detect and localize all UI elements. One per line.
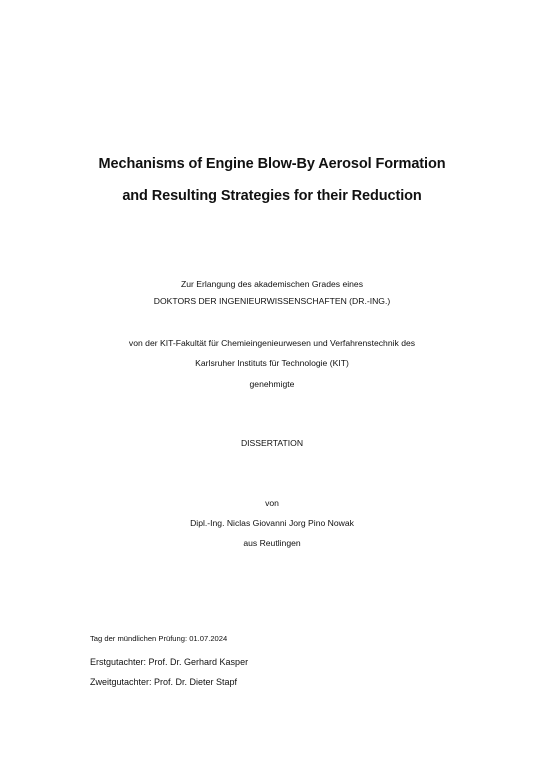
degree-line-1: Zur Erlangung des akademischen Grades eines	[180, 279, 363, 289]
approved-label: genehmigte	[249, 379, 295, 389]
exam-date: Tag der mündlichen Prüfung: 01.07.2024	[90, 634, 228, 643]
author-origin: aus Reutlingen	[243, 538, 301, 548]
second-reviewer: Zweitgutachter: Prof. Dr. Dieter Stapf	[90, 677, 238, 687]
document-type: DISSERTATION	[240, 438, 304, 448]
author-von: von	[265, 498, 279, 508]
author-name: Dipl.-Ing. Niclas Giovanni Jorg Pino Nowak	[190, 518, 354, 528]
faculty-line-1: von der KIT-Fakultät für Chemieingenieurwesen und Verfahrenstechnik des	[128, 338, 416, 348]
faculty-line-2: Karlsruher Instituts für Technologie (KIT)	[195, 358, 349, 368]
first-reviewer: Erstgutachter: Prof. Dr. Gerhard Kasper	[90, 657, 249, 667]
thesis-title-line-2: and Resulting Strategies for their Reduction	[122, 188, 422, 204]
thesis-title-line-1: Mechanisms of Engine Blow-By Aerosol Formation	[98, 156, 446, 172]
degree-line-2: DOKTORS DER INGENIEURWISSENSCHAFTEN (DR.-ING.)	[153, 296, 391, 306]
